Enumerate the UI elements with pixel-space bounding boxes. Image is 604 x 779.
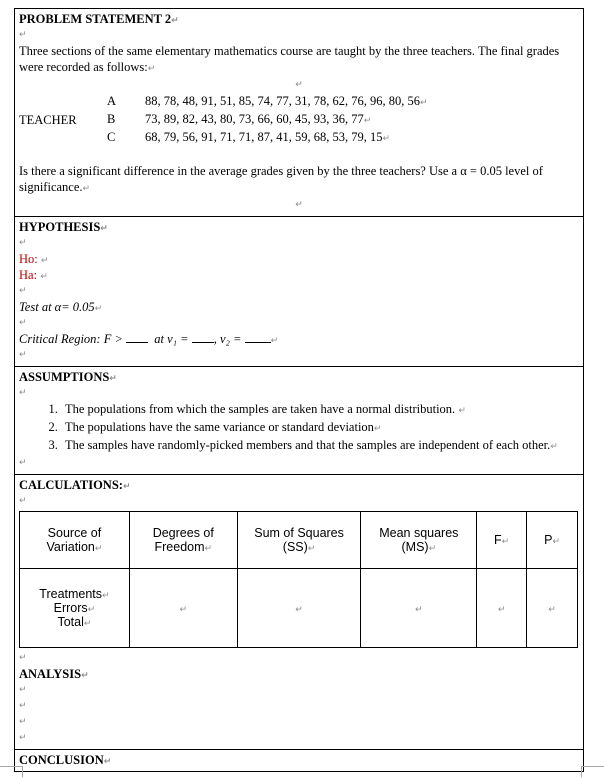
source-total: Total xyxy=(57,615,84,629)
teacher-row-label: TEACHER xyxy=(19,113,77,127)
list-item: 2. The populations have the same variance or standard deviation↵ xyxy=(61,419,579,437)
paragraph-mark-icon: ↵ xyxy=(552,537,560,547)
teacher-grades: 88, 78, 48, 91, 51, 85, 74, 77, 31, 78, 62, 76, 96, 80, 56 xyxy=(145,94,420,108)
conclusion-section xyxy=(15,749,583,771)
paragraph-mark-icon: ↵ xyxy=(179,605,188,615)
header-ss: Sum of Squares (SS)↵ xyxy=(237,512,361,569)
source-treatments: Treatments xyxy=(39,587,103,601)
source-errors: Errors xyxy=(53,601,88,615)
teacher-id: C xyxy=(107,130,116,144)
paragraph-mark-icon: ↵ xyxy=(19,318,27,328)
problem-question: Is there a significant difference in the average grades given by the three teachers? Use a α = 0.05 level of significance. xyxy=(19,164,543,194)
analysis-title: ANALYSIS xyxy=(19,667,82,681)
paragraph-mark-icon: ↵ xyxy=(501,537,510,547)
teacher-grades: 73, 89, 82, 43, 80, 73, 66, 60, 45, 93, 36, 77 xyxy=(145,112,364,126)
calculations-title: CALCULATIONS: xyxy=(19,478,123,492)
header-p: P↵ xyxy=(527,512,578,569)
paragraph-mark-icon: ↵ xyxy=(100,224,108,234)
f-cell[interactable] xyxy=(477,569,527,648)
crop-mark-icon xyxy=(0,766,23,777)
header-ms: Mean squares (MS)↵ xyxy=(361,512,477,569)
paragraph-mark-icon: ↵ xyxy=(19,30,27,40)
paragraph-mark-icon: ↵ xyxy=(19,496,27,506)
assumptions-section xyxy=(15,366,583,474)
problem-intro: Three sections of the same elementary mathematics course are taught by the three teachers. The final grades were recorded as follows: xyxy=(19,44,560,74)
paragraph-mark-icon: ↵ xyxy=(40,256,49,266)
hypothesis-title: HYPOTHESIS xyxy=(19,220,101,234)
calculations-section xyxy=(15,474,583,749)
critical-value-blank[interactable] xyxy=(126,332,148,343)
table-row xyxy=(20,569,578,648)
paragraph-mark-icon: ↵ xyxy=(19,388,27,398)
paragraph-mark-icon: ↵ xyxy=(382,134,391,144)
assumptions-list xyxy=(19,401,579,455)
paragraph-mark-icon: ↵ xyxy=(40,272,48,282)
problem-section xyxy=(15,9,583,216)
paragraph-mark-icon: ↵ xyxy=(458,406,466,416)
null-hypothesis-label: Ho: xyxy=(19,252,38,266)
paragraph-mark-icon: ↵ xyxy=(122,482,131,492)
critical-region xyxy=(19,331,579,347)
paragraph-mark-icon: ↵ xyxy=(295,200,303,210)
df-cell[interactable] xyxy=(129,569,237,648)
paragraph-mark-icon: ↵ xyxy=(307,544,316,554)
v1-label: at v₁ = xyxy=(154,332,189,346)
paragraph-mark-icon: ↵ xyxy=(102,591,110,601)
ms-cell[interactable] xyxy=(361,569,477,648)
assumptions-title: ASSUMPTIONS xyxy=(19,370,110,384)
header-df: Degrees of Freedom↵ xyxy=(129,512,237,569)
crop-mark-icon xyxy=(581,766,604,777)
critical-region-label: Critical Region: F > xyxy=(19,332,123,346)
worksheet-frame xyxy=(14,8,584,772)
v1-blank[interactable] xyxy=(192,332,214,343)
paragraph-mark-icon: ↵ xyxy=(147,64,156,74)
paragraph-mark-icon: ↵ xyxy=(19,286,27,296)
paragraph-mark-icon: ↵ xyxy=(171,16,179,26)
paragraph-mark-icon: ↵ xyxy=(81,671,89,681)
paragraph-mark-icon: ↵ xyxy=(19,717,27,727)
hypothesis-section xyxy=(15,216,583,366)
grades-block xyxy=(19,93,579,147)
teacher-id: A xyxy=(107,94,117,108)
paragraph-mark-icon: ↵ xyxy=(548,605,556,615)
paragraph-mark-icon: ↵ xyxy=(19,458,27,468)
paragraph-mark-icon: ↵ xyxy=(19,685,27,695)
anova-table xyxy=(19,511,578,648)
paragraph-mark-icon: ↵ xyxy=(363,116,372,126)
source-cell xyxy=(20,569,130,648)
paragraph-mark-icon: ↵ xyxy=(19,238,27,248)
conclusion-title: CONCLUSION xyxy=(19,753,104,767)
paragraph-mark-icon: ↵ xyxy=(373,424,382,434)
paragraph-mark-icon: ↵ xyxy=(497,605,506,615)
alt-hypothesis-label: Ha: xyxy=(19,268,38,282)
header-source: Source of Variation↵ xyxy=(20,512,130,569)
paragraph-mark-icon: ↵ xyxy=(94,304,103,314)
paragraph-mark-icon: ↵ xyxy=(94,544,103,554)
paragraph-mark-icon: ↵ xyxy=(103,757,112,767)
paragraph-mark-icon: ↵ xyxy=(87,605,96,615)
table-header-row xyxy=(20,512,578,569)
teacher-id: B xyxy=(107,112,116,126)
header-f: F↵ xyxy=(477,512,527,569)
paragraph-mark-icon: ↵ xyxy=(415,605,423,615)
paragraph-mark-icon: ↵ xyxy=(550,442,558,452)
paragraph-mark-icon: ↵ xyxy=(19,653,27,663)
paragraph-mark-icon: ↵ xyxy=(19,733,27,743)
paragraph-mark-icon: ↵ xyxy=(428,544,437,554)
paragraph-mark-icon: ↵ xyxy=(204,544,213,554)
paragraph-mark-icon: ↵ xyxy=(82,184,91,194)
paragraph-mark-icon: ↵ xyxy=(109,374,117,384)
ss-cell[interactable] xyxy=(237,569,361,648)
v2-label: , v₂ = xyxy=(213,332,242,346)
paragraph-mark-icon: ↵ xyxy=(19,701,27,711)
test-significance: Test at α= 0.05 xyxy=(19,300,95,314)
paragraph-mark-icon: ↵ xyxy=(420,98,428,108)
v2-blank[interactable] xyxy=(245,332,271,343)
paragraph-mark-icon: ↵ xyxy=(295,605,303,615)
teacher-grades: 68, 79, 56, 91, 71, 71, 87, 41, 59, 68, 53, 79, 15 xyxy=(145,130,383,144)
paragraph-mark-icon: ↵ xyxy=(83,619,92,629)
paragraph-mark-icon: ↵ xyxy=(270,336,279,346)
list-item: 3. The samples have randomly-picked members and that the samples are independent of each other.↵ xyxy=(61,437,579,455)
p-cell[interactable] xyxy=(527,569,578,648)
paragraph-mark-icon: ↵ xyxy=(295,80,303,90)
problem-title: PROBLEM STATEMENT 2 xyxy=(19,12,172,26)
list-item: 1. The populations from which the samples are taken have a normal distribution. ↵ xyxy=(61,401,579,419)
paragraph-mark-icon: ↵ xyxy=(19,350,27,360)
